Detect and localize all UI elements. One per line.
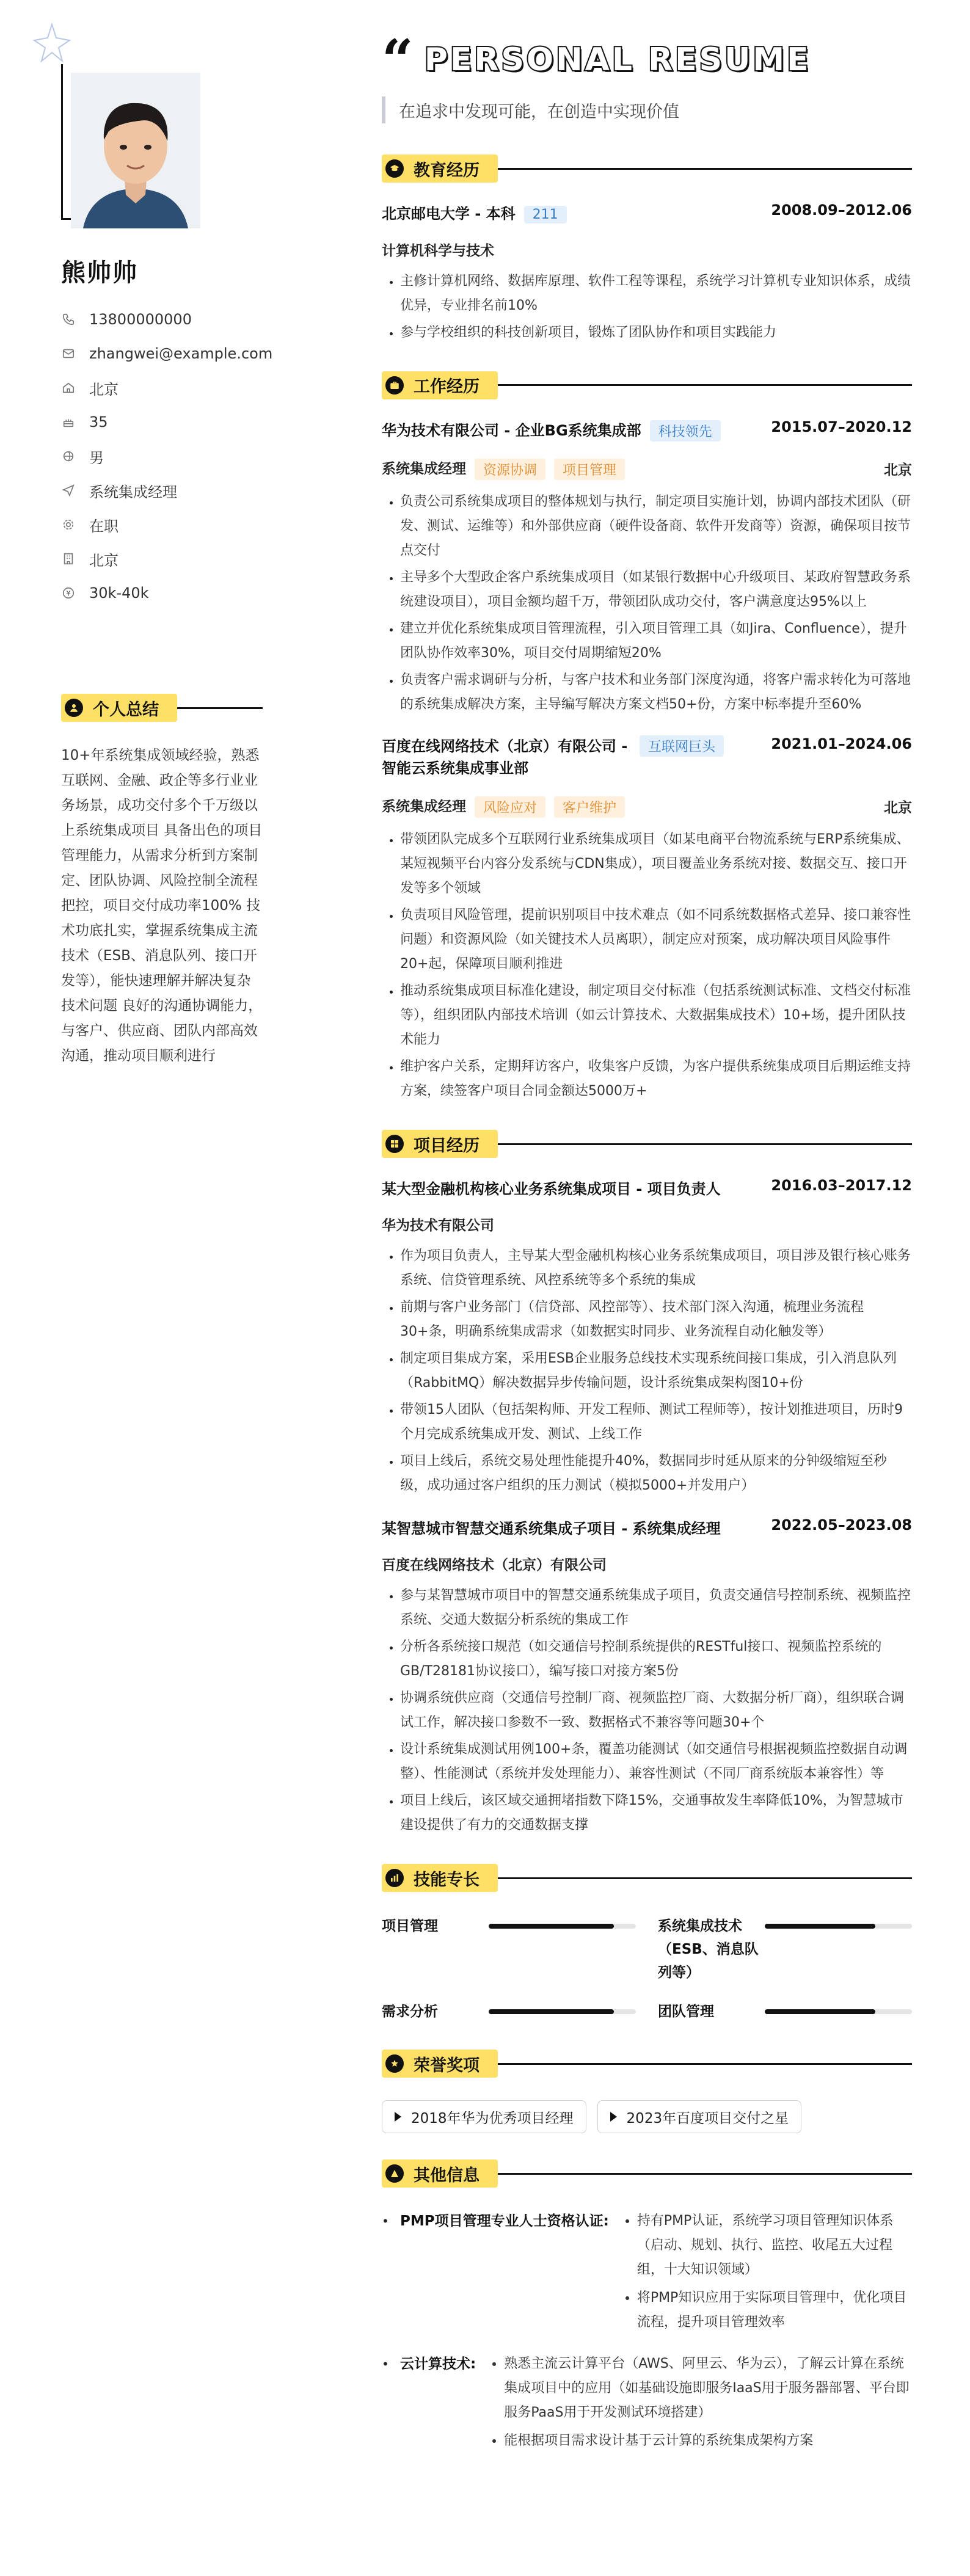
project-header [382, 1516, 912, 1538]
skill-item [382, 2000, 636, 2023]
gender-icon [61, 449, 76, 464]
award-icon [385, 2054, 404, 2073]
skill-bar [765, 2009, 912, 2014]
list-item: • 将PMP知识应用于实际项目管理中，优化项目流程，提升项目管理效率 [637, 2286, 912, 2335]
home-icon [61, 380, 76, 395]
company-tag: 科技领先 [650, 420, 721, 442]
bullet-icon: • [382, 2214, 389, 2229]
project-company-row [382, 1554, 912, 1574]
salary-value: 30k-40k [89, 584, 149, 602]
summary-text: 10+年系统集成领域经验，熟悉互联网、金融、政企等多行业业务场景，成功交付多个千万级以上系统集成项目 具备出色的项目管理能力，从需求分析到方案制定、团队协调、风险控制全流程把控，项目交付成功率100% 技术功底扎实，掌握系统集成主流技术（ESB、消息队列、接口开发等），能快速理解并解决复杂技术问题 良好的沟通协调能力，与客户、供应商、团队内部高效沟通，推动项目顺利进行 [61, 748, 263, 1064]
contact-info [61, 302, 318, 610]
profile-name: 熊帅帅 [61, 259, 138, 287]
list-item: • 熟悉主流云计算平台（AWS、阿里云、华为云），了解云计算在系统集成项目中的应用（如基础设施即服务IaaS用于服务器部署、平台即服务PaaS用于开发测试环境搭建） [504, 2352, 912, 2425]
project-date: 2022.05–2023.08 [771, 1516, 912, 1534]
list-item: • 负责公司系统集成项目的整体规划与执行，制定项目实施计划，协调内部技术团队（研发、测试、运维等）和外部供应商（硬件设备商、软件开发商等）资源，确保项目按节点交付 [400, 490, 912, 563]
info-target-city [61, 542, 318, 576]
sidebar [0, 0, 342, 2576]
work-company: 华为技术有限公司 - 企业BG系统集成部 [382, 421, 641, 439]
project-header [382, 1177, 912, 1198]
heading-rule [498, 1877, 912, 1879]
play-icon [395, 2112, 401, 2122]
other-heading [382, 2159, 912, 2188]
summary-heading [61, 693, 263, 722]
info-phone [61, 302, 318, 337]
play-icon [610, 2112, 617, 2122]
skills-heading [382, 1863, 912, 1893]
age-value: 35 [89, 413, 108, 431]
work-entry-header [382, 735, 912, 779]
cake-icon [61, 415, 76, 429]
projects-heading-pill [382, 1130, 498, 1158]
education-date: 2008.09–2012.06 [771, 202, 912, 219]
user-icon [65, 699, 83, 717]
skills-grid [382, 1915, 912, 2023]
heading-rule [498, 2173, 912, 2175]
skills-title: 技能专长 [414, 1870, 480, 1890]
avatar [71, 73, 200, 228]
project-date: 2016.03–2017.12 [771, 1177, 912, 1194]
skill-bar [765, 1924, 912, 1929]
heading-rule [498, 2063, 912, 2065]
award-label: 2023年百度项目交付之星 [626, 2110, 789, 2127]
education-heading [382, 154, 912, 183]
other-label: PMP项目管理专业人士资格认证: [400, 2213, 609, 2229]
awards-heading [382, 2049, 912, 2078]
company-tag: 互联网巨头 [640, 735, 724, 757]
info-age [61, 405, 318, 439]
work-role: 系统集成经理 [382, 461, 466, 477]
other-section [382, 2159, 912, 2457]
role-tag: 资源协调 [475, 459, 545, 480]
projects-section [382, 1129, 912, 1838]
money-icon [61, 586, 76, 600]
project-company: 百度在线网络技术（北京）有限公司 [382, 1557, 607, 1573]
email-value[interactable]: zhangwei@example.com [89, 345, 273, 362]
list-item: • 协调系统供应商（交通信号控制厂商、视频监控厂商、大数据分析厂商），组织联合调试工作，解决接口参数不一致、数据格式不兼容等问题30+个 [400, 1686, 912, 1735]
awards-section [382, 2049, 912, 2133]
work-date: 2015.07–2020.12 [771, 418, 912, 435]
work-title: 工作经历 [414, 377, 480, 396]
send-icon [61, 483, 76, 498]
resume-title-row [382, 27, 912, 92]
list-item: • 制定项目集成方案，采用ESB企业服务总线技术实现系统间接口集成，引入消息队列（RabbitMQ）解决数据异步传输问题，设计系统集成架构图10+份 [400, 1347, 912, 1395]
work-company: 百度在线网络技术（北京）有限公司 - 智能云系统集成事业部 [382, 738, 628, 777]
target-city-value: 北京 [89, 551, 119, 569]
other-item [382, 2352, 912, 2457]
project-entry-2 [382, 1516, 912, 1838]
info-gender [61, 439, 318, 473]
education-section [382, 154, 912, 345]
info-position [61, 473, 318, 508]
info-icon [385, 2164, 404, 2183]
project-name: 某大型金融机构核心业务系统集成项目 - 项目负责人 [382, 1181, 721, 1198]
list-item: • 建立并优化系统集成项目管理流程，引入项目管理工具（如Jira、Confluence），提升团队协作效率30%，项目交付周期缩短20% [400, 617, 912, 666]
work-location: 北京 [884, 800, 912, 816]
phone-icon [61, 312, 76, 327]
skill-bar [489, 1924, 636, 1929]
heading-rule [498, 1143, 912, 1145]
graduation-cap-icon [385, 159, 404, 178]
info-salary [61, 576, 318, 610]
list-item: • 参与某智慧城市项目中的智慧交通系统集成子项目，负责交通信号控制系统、视频监控系统、交通大数据分析系统的集成工作 [400, 1584, 912, 1632]
other-bullets [489, 2352, 912, 2457]
project-company-row [382, 1214, 912, 1234]
list-item: • 持有PMP认证，系统学习项目管理知识体系（启动、规划、执行、监控、收尾五大过程组，十大知识领域） [637, 2209, 912, 2282]
building-icon [61, 551, 76, 566]
list-item: • 分析各系统接口规范（如交通信号控制系统提供的RESTful接口、视频监控系统的GB/T28181协议接口），编写接口对接方案5份 [400, 1635, 912, 1684]
grid-icon [385, 1135, 404, 1153]
resume-subtitle: 在追求中发现可能，在创造中实现价值 [382, 96, 912, 123]
other-bullets [622, 2209, 912, 2338]
phone-value[interactable]: 13800000000 [89, 311, 192, 328]
education-entry [382, 202, 912, 224]
list-item: • 项目上线后，系统交易处理性能提升40%，数据同步时延从原来的分钟级缩短至秒级，成功通过客户组织的压力测试（模拟5000+并发用户） [400, 1449, 912, 1498]
project-company: 华为技术有限公司 [382, 1218, 494, 1234]
position-value: 系统集成经理 [89, 483, 177, 501]
list-item: • 维护客户关系，定期拜访客户，收集客户反馈，为客户提供系统集成项目后期运维支持方案，续签客户项目合同金额达5000万+ [400, 1055, 912, 1104]
list-item: • 带领团队完成多个互联网行业系统集成项目（如某电商平台物流系统与ERP系统集成、某短视频平台内容分发系统与CDN集成），项目覆盖业务系统对接、数据交互、接口开发等多个领域 [400, 828, 912, 901]
list-item: • 参与学校组织的科技创新项目，锻炼了团队协作和项目实践能力 [400, 321, 912, 345]
list-item: • 带领15人团队（包括架构师、开发工程师、测试工程师等），按计划推进项目，历时9个月完成系统集成开发、测试、上线工作 [400, 1398, 912, 1447]
location-value: 北京 [89, 380, 119, 398]
list-item: • 推动系统集成项目标准化建设，制定项目交付标准（包括系统测试标准、文档交付标准等），组织团队内部技术培训（如云计算技术、大数据集成技术）10+场，提升团队技术能力 [400, 979, 912, 1052]
role-tag: 风险应对 [475, 796, 545, 818]
other-heading-pill [382, 2159, 498, 2188]
work-heading [382, 371, 912, 400]
list-item: • 前期与客户业务部门（信贷部、风控部等）、技术部门深入沟通，梳理业务流程30+条，明确系统集成需求（如数据实时同步、业务流程自动化触发等） [400, 1295, 912, 1344]
work-section [382, 371, 912, 1104]
other-item [382, 2209, 912, 2338]
heading-rule [177, 707, 263, 709]
list-item: • 主修计算机网络、数据库原理、软件工程等课程，系统学习计算机专业知识体系，成绩优异，专业排名前10% [400, 269, 912, 318]
awards-list [382, 2100, 912, 2133]
heading-rule [498, 384, 912, 386]
skill-bar-fill [489, 2009, 614, 2014]
education-heading-pill [382, 155, 498, 183]
resume-title: PERSONAL RESUME [424, 42, 811, 78]
avatar-illustration [71, 73, 200, 228]
list-item: • 项目上线后，该区域交通拥堵指数下降15%，交通事故发生率降低10%，为智慧城市建设提供了有力的交通数据支撑 [400, 1789, 912, 1838]
skill-bar-fill [489, 1924, 614, 1929]
skills-heading-pill [382, 1864, 498, 1892]
awards-heading-pill [382, 2050, 498, 2078]
role-tag: 客户维护 [554, 796, 625, 818]
briefcase-icon [385, 376, 404, 395]
work-entry-2 [382, 735, 912, 1104]
education-major: 计算机科学与技术 [382, 242, 494, 259]
skill-bar [489, 2009, 636, 2014]
projects-title: 项目经历 [414, 1136, 480, 1155]
skill-item [658, 2000, 912, 2023]
skill-name: 需求分析 [382, 2004, 438, 2020]
education-title: 教育经历 [414, 161, 480, 180]
project-bullets [382, 1584, 912, 1838]
status-value: 在职 [89, 517, 119, 535]
list-item: • 作为项目负责人，主导某大型金融机构核心业务系统集成项目，项目涉及银行核心账务系统、信贷管理系统、风控系统等多个系统的集成 [400, 1244, 912, 1293]
award-label: 2018年华为优秀项目经理 [411, 2110, 574, 2127]
work-entry-1 [382, 418, 912, 718]
award-chip [597, 2100, 802, 2133]
gender-value: 男 [89, 449, 104, 467]
skills-section [382, 1863, 912, 2023]
education-major-row [382, 239, 912, 260]
other-title: 其他信息 [414, 2166, 480, 2185]
list-item: • 负责项目风险管理，提前识别项目中技术难点（如不同系统数据格式差异、接口兼容性问题）和资源风险（如关键技术人员离职），制定应对预案，成功解决项目风险事件20+起，保障项目顺利推进 [400, 903, 912, 977]
skill-bar-fill [765, 2009, 875, 2014]
sparkle-icon [31, 22, 73, 65]
info-email [61, 337, 318, 371]
skill-name: 项目管理 [382, 1918, 438, 1934]
settings-icon [61, 517, 76, 532]
bullet-icon: • [382, 2357, 389, 2371]
project-bullets [382, 1244, 912, 1498]
work-bullets [382, 490, 912, 717]
list-item: • 负责客户需求调研与分析，与客户技术和业务部门深度沟通，将客户需求转化为可落地的系统集成解决方案，主导编写解决方案文档50+份，方案中标率提升至60% [400, 668, 912, 717]
work-location: 北京 [884, 462, 912, 478]
education-bullets [382, 269, 912, 345]
work-bullets [382, 828, 912, 1104]
skill-name: 团队管理 [658, 2004, 714, 2020]
project-entry-1 [382, 1177, 912, 1498]
skill-item [382, 1915, 636, 1984]
mail-icon [61, 346, 76, 361]
info-status [61, 508, 318, 542]
education-school: 北京邮电大学 - 本科 [382, 205, 516, 222]
work-role-row [382, 457, 912, 480]
projects-heading [382, 1129, 912, 1159]
work-date: 2021.01–2024.06 [771, 735, 912, 752]
list-item: • 主导多个大型政企客户系统集成项目（如某银行数据中心升级项目、某政府智慧政务系统建设项目），项目金额均超千万，带领团队成功交付，客户满意度达95%以上 [400, 566, 912, 614]
work-role: 系统集成经理 [382, 799, 466, 815]
other-list [382, 2209, 912, 2457]
work-entry-header [382, 418, 912, 442]
summary-section [61, 693, 263, 1069]
heading-rule [498, 168, 912, 170]
work-heading-pill [382, 371, 498, 399]
work-role-row [382, 795, 912, 818]
skill-name: 系统集成技术（ESB、消息队列等） [658, 1918, 759, 1981]
education-tag: 211 [524, 206, 567, 224]
skill-item [658, 1915, 912, 1984]
other-label: 云计算技术: [400, 2356, 476, 2372]
role-tag: 项目管理 [554, 459, 625, 480]
list-item: • 设计系统集成测试用例100+条，覆盖功能测试（如交通信号根据视频监控数据自动调整）、性能测试（系统并发处理能力）、兼容性测试（不同厂商系统版本兼容性）等 [400, 1737, 912, 1786]
summary-heading-pill [61, 694, 177, 722]
project-name: 某智慧城市智慧交通系统集成子项目 - 系统集成经理 [382, 1520, 721, 1537]
quote-mark-icon: “ [382, 27, 414, 92]
info-location [61, 371, 318, 405]
award-chip [382, 2100, 586, 2133]
skill-bar-fill [765, 1924, 875, 1929]
awards-title: 荣誉奖项 [414, 2056, 480, 2075]
summary-title: 个人总结 [93, 700, 159, 719]
main-content [382, 27, 912, 2470]
list-item: • 能根据项目需求设计基于云计算的系统集成架构方案 [504, 2429, 912, 2453]
bar-chart-icon [385, 1869, 404, 1887]
avatar-frame [61, 64, 202, 226]
